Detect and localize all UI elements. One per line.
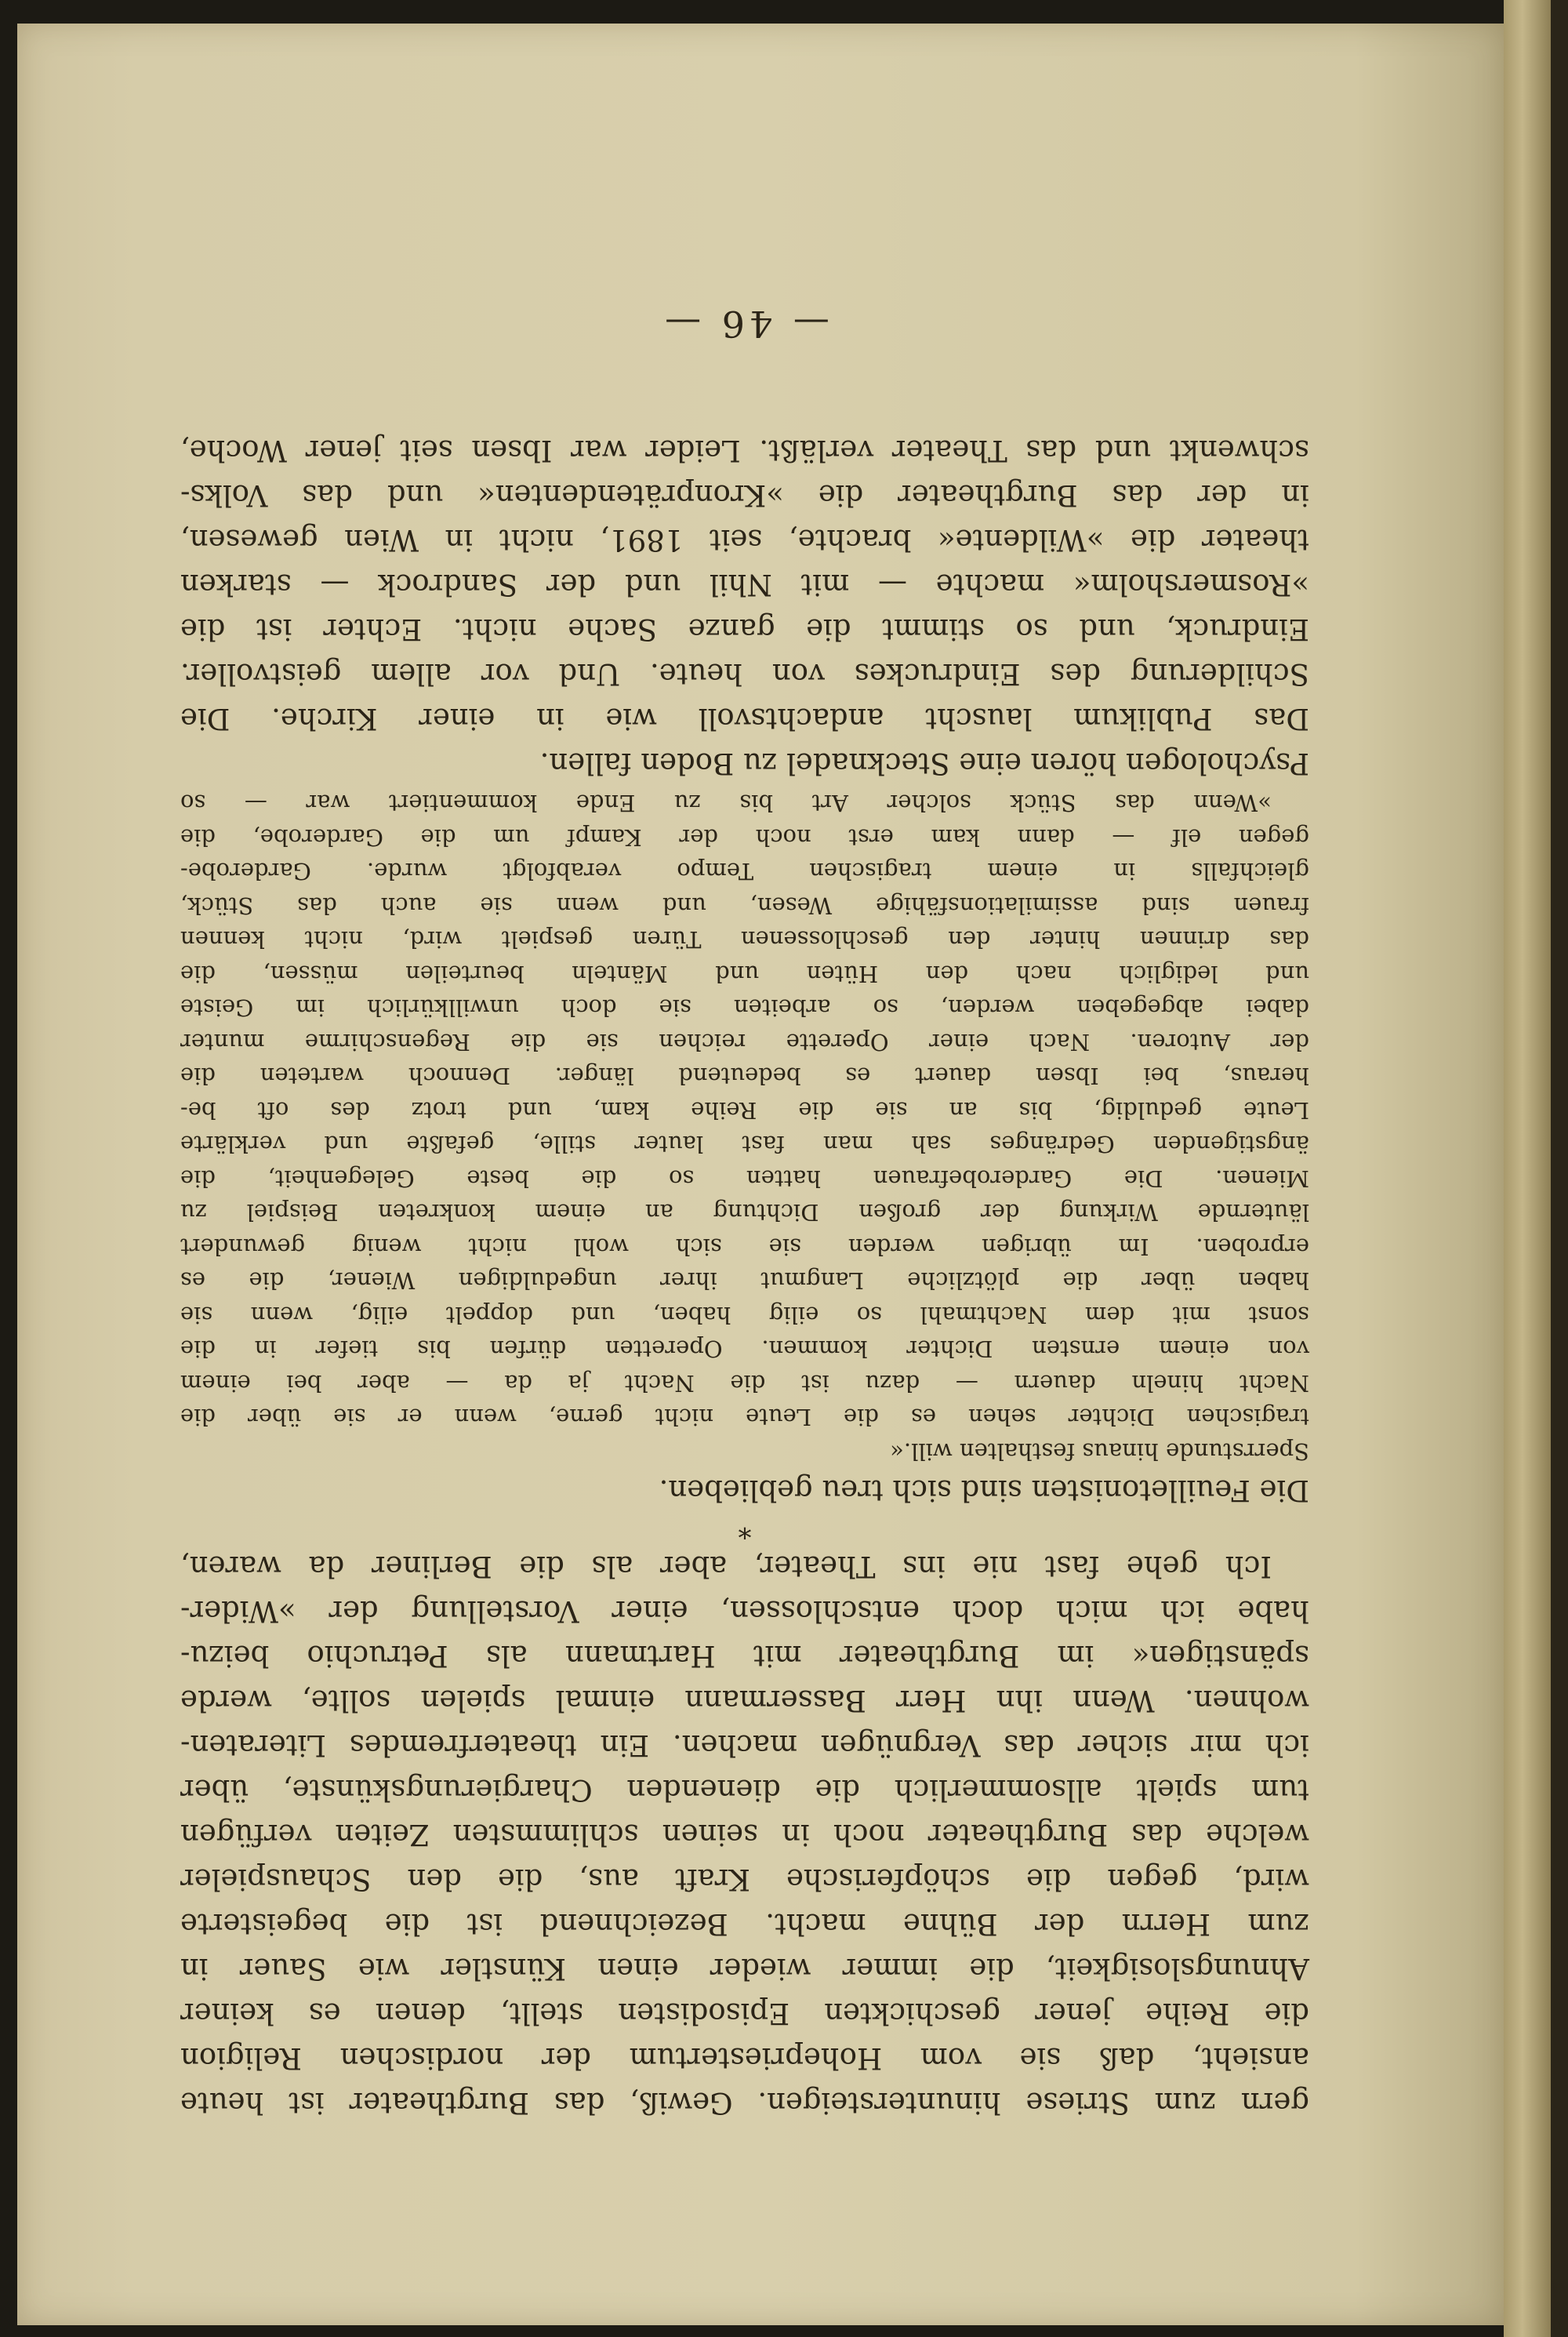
- text-line: wird, gegen die schöpferische Kraft aus, die den Schauspieler: [180, 1863, 1309, 1896]
- quote-line: dabei abgegeben werden, so arbeiten sie doch unwillkürlich im Geiste: [180, 994, 1309, 1022]
- text-line: die Reihe jener geschickten Episodisten stellt, denen es keiner: [180, 1997, 1309, 2030]
- quote-line: ängstigenden Gedränges sah man fast lauter stille, gefaßte und verklärte: [180, 1131, 1309, 1158]
- text-line: welche das Burgtheater noch in seinen schlimmsten Zeiten verfügen: [180, 1818, 1309, 1852]
- quote-line: Nacht hineln dauern — dazu ist die Nacht ja da — aber bei einem: [180, 1370, 1309, 1397]
- page-edge: [1504, 0, 1551, 2337]
- page-number: — 46 —: [660, 303, 829, 345]
- text-line: schwenkt und das Theater verläßt. Leider war Ibsen seit jener Woche,: [180, 434, 1309, 467]
- text-column: [180, 428, 1309, 2125]
- text-line: Psychologen hören eine Stecknadel zu Boden fallen.: [539, 747, 1309, 780]
- text-line: tum spielt allsommerlich die dienenden Chargierungskünste, über: [180, 1773, 1309, 1807]
- quote-line: Mienen. Die Garderobefrauen hatten so die beste Gelegenheit, die: [180, 1165, 1309, 1192]
- text-line: Das Publikum lauscht andachtsvoll wie in einer Kirche. Die: [180, 702, 1309, 736]
- quote-line: und lediglich nach den Hüten und Mänteln beurteilen müssen, die: [180, 961, 1309, 987]
- quote-line: das drinnen hinter den geschlossenen Türen gespielt wird, nicht kennen: [180, 926, 1309, 954]
- text-line: ich mir sicher das Vergnügen machen. Ein theaterfremdes Literaten-: [180, 1728, 1309, 1762]
- page-text-block: [180, 298, 1309, 2125]
- quote-line: gegen elf — dann kam erst noch der Kampf um die Garderobe, die: [180, 824, 1309, 851]
- binding-shadow: [1551, 0, 1568, 2337]
- quote-line: Leute geduldig, bis an sie die Reihe kam, und trotz des oft be-: [180, 1097, 1309, 1124]
- quote-line: gleichfalls in einem tragischen Tempo verabfolgt wurde. Garderobe-: [180, 858, 1309, 885]
- text-line: Eindruck, und so stimmt die ganze Sache nicht. Echter ist die: [180, 612, 1309, 646]
- quote-line: der Autoren. Nach einer Operette reichen sie die Regenschirme munter: [180, 1029, 1309, 1056]
- text-line: Ahnungslosigkeit, die immer wieder einen Künstler wie Sauer in: [180, 1952, 1309, 1986]
- quote-line: sonst mit dem Nachtmahl so eilig haben, und doppelt eilig, wenn sie: [180, 1302, 1309, 1328]
- quote-line: läuternde Wirkung der großen Dichtung an einem konkreten Beispiel zu: [180, 1199, 1309, 1227]
- quote-line: Sperrstunde hinaus festhalten will.«: [890, 1438, 1309, 1465]
- quote-line: heraus, bei Ibsen dauert es bedeutend länger. Dennoch warteten die: [180, 1063, 1309, 1090]
- quote-line: frauen sind assimilationsfähige Wesen, und wenn sie auch das Stück,: [180, 892, 1309, 919]
- text-line: Die Feuilletonisten sind sich treu geblieben.: [659, 1474, 1309, 1507]
- text-line: in der das Burgtheater die »Kronprätendenten« und das Volks-: [180, 478, 1309, 512]
- text-line: wohnen. Wenn ihn Herr Bassermann einmal spielen sollte, werde: [180, 1684, 1309, 1717]
- section-separator: *: [738, 1513, 752, 1544]
- text-line: spänstigen« im Burgtheater mit Hartmann als Petruchio beizu-: [180, 1639, 1309, 1673]
- text-line: Ich gehe fast nie ins Theater, aber als die Berliner da waren,: [180, 1550, 1272, 1583]
- quote-line: von einem ernsten Dichter kommen. Operetten dürfen bis tiefer in die: [180, 1336, 1309, 1363]
- text-line: Schilderung des Eindruckes von heute. Und vor allem geistvoller.: [180, 657, 1309, 691]
- quote-line: »Wenn das Stück solcher Art bis zu Ende kommentiert war — so: [180, 790, 1272, 817]
- quote-line: haben über die plötzliche Langmut ihrer ungeduldigen Wiener, die es: [180, 1267, 1309, 1295]
- text-line: zum Herrn der Bühne macht. Bezeichnend ist die begeisterte: [180, 1907, 1309, 1941]
- text-line: »Rosmersholm« machte — mit Nhil und der Sandrock — starken: [180, 568, 1309, 602]
- text-line: gern zum Striese hinuntersteigen. Gewiß, das Burgtheater ist heute: [180, 2086, 1309, 2120]
- quote-line: tragischen Dichter sehen es die Leute nicht gerne, wenn er sie über die: [180, 1404, 1309, 1431]
- text-line: habe ich mich doch entschlossen, einer Vorstellung der »Wider-: [180, 1594, 1309, 1628]
- text-line: theater die »Wildente« brachte, seit 1891, nicht in Wien gewesen,: [180, 523, 1309, 557]
- text-line: ansieht, daß sie vom Hohepriestertum der nordischen Religion: [180, 2041, 1309, 2075]
- quote-line: erproben. Im übrigen werden sie sich wohl nicht wenig gewundert: [180, 1234, 1309, 1260]
